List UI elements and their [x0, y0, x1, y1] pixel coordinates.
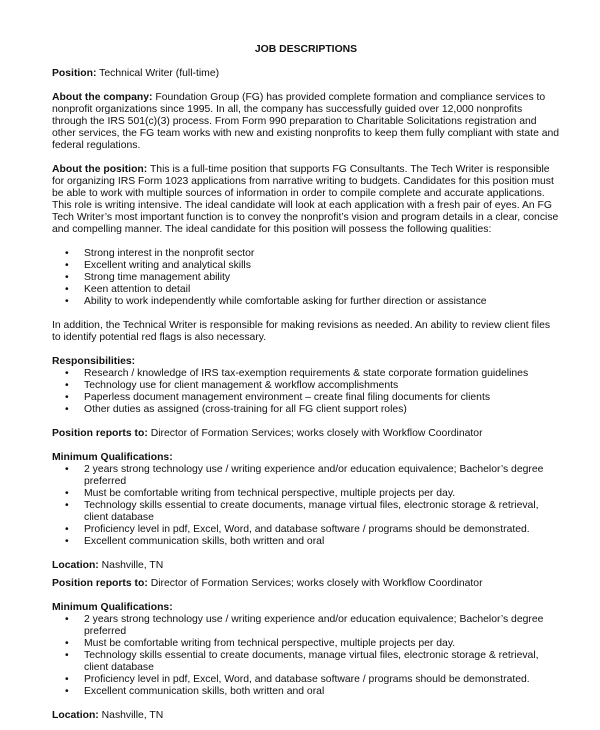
about-company-text: Foundation Group (FG) has provided complete formation and compliance services to nonprofit organizations since 1995. In all, the company has successfully guided over 12,000 nonprofits through the IRS 501(c)(3) process. From Form 990 preparation to Charitable Solicitations registration and other services, the FG team works with new and existing nonprofits to keep them fully compliant with state and federal regulations. — [52, 92, 560, 151]
list-item: • Excellent writing and analytical skills — [65, 260, 251, 271]
about-position-label: About the position: — [52, 164, 148, 175]
min-qualifications-list-2 — [52, 614, 560, 698]
bullet-icon: • — [65, 260, 69, 271]
about-company-paragraph — [52, 92, 560, 152]
location-line-1 — [52, 560, 560, 572]
bullet-icon: • — [65, 536, 69, 547]
list-item: • Strong interest in the nonprofit sector — [65, 248, 255, 259]
bullet-icon: • — [65, 614, 69, 625]
bullet-icon: • — [65, 524, 69, 535]
bullet-icon: • — [65, 650, 69, 661]
responsibilities-list — [52, 368, 560, 416]
min-qualifications-heading-1: Minimum Qualifications: — [52, 452, 173, 463]
list-item: • Research / knowledge of IRS tax-exemption requirements & state corporate formation guidelines — [65, 368, 529, 379]
qualities-list — [52, 248, 560, 308]
position-line — [52, 68, 560, 80]
location-value: Nashville, TN — [101, 710, 164, 721]
list-item: • Paperless document management environment – create final filing documents for clients — [65, 392, 491, 403]
reports-to-line-2 — [52, 578, 560, 590]
document-title: JOB DESCRIPTIONS — [254, 44, 358, 55]
bullet-icon: • — [65, 500, 69, 511]
bullet-icon: • — [65, 392, 69, 403]
list-item: • 2 years strong technology use / writing experience and/or education equivalence; Bachelor’s degree preferred — [65, 464, 544, 487]
reports-to-value: Director of Formation Services; works closely with Workflow Coordinator — [150, 578, 483, 589]
reports-to-label: Position reports to: — [52, 428, 148, 439]
bullet-icon: • — [65, 674, 69, 685]
list-item: • Excellent communication skills, both written and oral — [65, 686, 325, 697]
responsibilities-heading: Responsibilities: — [52, 356, 136, 367]
min-qualifications-heading-2: Minimum Qualifications: — [52, 602, 173, 613]
bullet-icon: • — [65, 380, 69, 391]
bullet-icon: • — [65, 248, 69, 259]
about-position-paragraph — [52, 164, 560, 236]
list-item: • Proficiency level in pdf, Excel, Word, and database software / programs should be demonstrated. — [65, 674, 530, 685]
list-item: • 2 years strong technology use / writing experience and/or education equivalence; Bachelor’s degree preferred — [65, 614, 544, 637]
bullet-icon: • — [65, 272, 69, 283]
list-item: • Technology use for client management & workflow accomplishments — [65, 380, 399, 391]
location-line-2 — [52, 710, 560, 722]
list-item: • Keen attention to detail — [65, 284, 191, 295]
bullet-icon: • — [65, 488, 69, 499]
position-value: Technical Writer (full-time) — [99, 68, 220, 79]
list-item: • Proficiency level in pdf, Excel, Word, and database software / programs should be demonstrated. — [65, 524, 530, 535]
location-value: Nashville, TN — [101, 560, 164, 571]
location-label: Location: — [52, 560, 99, 571]
list-item: • Other duties as assigned (cross-training for all FG client support roles) — [65, 404, 407, 415]
bullet-icon: • — [65, 638, 69, 649]
about-position-text: This is a full-time position that supports FG Consultants. The Tech Writer is responsible for organizing IRS Form 1023 applications from narrative writing to budgets. Candidates for this position must be able to work with multiple sources of information in order to compile complete and accurate applications. This role is writing intensive. The ideal candidate will look at each application with a fresh pair of eyes. An FG Tech Writer’s most important function is to convey the nonprofit’s vision and program details in a clear, concise and compelling manner. The ideal candidate for this position will possess the following qualities: — [52, 164, 559, 235]
bullet-icon: • — [65, 464, 69, 475]
list-item: • Strong time management ability — [65, 272, 231, 283]
bullet-icon: • — [65, 368, 69, 379]
bullet-icon: • — [65, 296, 69, 307]
list-item: • Technology skills essential to create documents, manage virtual files, electronic storage & retrieval, client database — [65, 650, 539, 673]
list-item: • Must be comfortable writing from technical perspective, multiple projects per day. — [65, 638, 456, 649]
about-company-label: About the company: — [52, 92, 153, 103]
bullet-icon: • — [65, 284, 69, 295]
additional-duties-paragraph: In addition, the Technical Writer is responsible for making revisions as needed. An ability to review client files to identify potential red flags is also necessary. — [52, 320, 551, 343]
bullet-icon: • — [65, 404, 69, 415]
reports-to-value: Director of Formation Services; works closely with Workflow Coordinator — [150, 428, 483, 439]
reports-to-label: Position reports to: — [52, 578, 148, 589]
list-item: • Must be comfortable writing from technical perspective, multiple projects per day. — [65, 488, 456, 499]
location-label: Location: — [52, 710, 99, 721]
list-item: • Ability to work independently while comfortable asking for further direction or assistance — [65, 296, 487, 307]
bullet-icon: • — [65, 686, 69, 697]
reports-to-line-1 — [52, 428, 560, 440]
list-item: • Technology skills essential to create documents, manage virtual files, electronic storage & retrieval, client database — [65, 500, 539, 523]
position-label: Position: — [52, 68, 97, 79]
list-item: • Excellent communication skills, both written and oral — [65, 536, 325, 547]
min-qualifications-list-1 — [52, 464, 560, 548]
